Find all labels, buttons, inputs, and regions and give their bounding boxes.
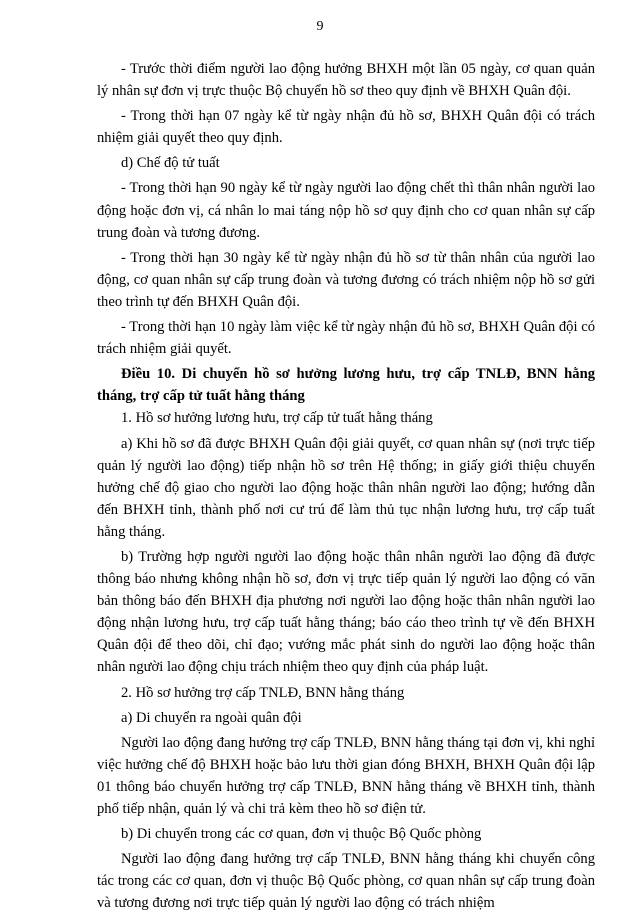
paragraph: - Trong thời hạn 90 ngày kể từ ngày người lao động chết thì thân nhân người lao động hoặc đơn vị, cá nhân lo mai táng nộp hồ sơ quy định cho cơ quan nhân sự cấp trung đoàn và tương đương. <box>97 180 595 241</box>
paragraph: Người lao động đang hưởng trợ cấp TNLĐ, BNN hằng tháng tại đơn vị, khi nghỉ việc hưởng chế độ BHXH hoặc bảo lưu thời gian đóng BHXH, BHXH Quân đội lập 01 thông báo chuyển hưởng trợ cấp TNLĐ, BNN hằng tháng về BHXH tỉnh, thành phố tiếp nhận, quản lý và chi trả kèm theo hồ sơ điện tử. <box>97 734 595 817</box>
subsection-heading: b) Di chuyển trong các cơ quan, đơn vị thuộc Bộ Quốc phòng <box>121 826 482 843</box>
paragraph: - Trong thời hạn 07 ngày kể từ ngày nhận đủ hồ sơ, BHXH Quân đội có trách nhiệm giải quyết theo quy định. <box>97 108 595 147</box>
paragraph: Người lao động đang hưởng trợ cấp TNLĐ, BNN hằng tháng khi chuyển công tác trong các cơ quan, đơn vị thuộc Bộ Quốc phòng, cơ quan nhân sự cấp trung đoàn và tương đương nơi trực tiếp quản lý người lao động có trách nhiệm <box>97 851 595 912</box>
article-heading: Điều 10. Di chuyển hồ sơ hưởng lương hưu, trợ cấp TNLĐ, BNN hằng tháng, trợ cấp tử tuất hằng tháng <box>97 366 595 405</box>
subsection-heading: a) Di chuyển ra ngoài quân đội <box>121 709 302 726</box>
paragraph: - Trong thời hạn 10 ngày làm việc kể từ ngày nhận đủ hồ sơ, BHXH Quân đội có trách nhiệm giải quyết. <box>97 319 595 358</box>
section-heading: 1. Hồ sơ hưởng lương hưu, trợ cấp tử tuất hằng tháng <box>121 410 433 427</box>
subsection-heading: d) Chế độ tử tuất <box>121 155 220 172</box>
document-body <box>97 58 595 917</box>
paragraph: b) Trường hợp người người lao động hoặc thân nhân người lao động đã được thông báo nhưng không nhận hồ sơ, đơn vị trực tiếp quản lý người lao động có văn bản thông báo đến BHXH địa phương nơi người lao động hoặc thân nhân người lao động nhận lương hưu, trợ cấp tuất hằng tháng; báo cáo theo trình tự về đến BHXH Quân đội để theo dõi, chỉ đạo; vướng mắc phát sinh do người lao động hoặc thân nhân người lao động chịu trách nhiệm theo quy định của pháp luật. <box>97 548 595 676</box>
paragraph: - Trong thời hạn 30 ngày kể từ ngày nhận đủ hồ sơ từ thân nhân của người lao động, cơ quan nhân sự cấp trung đoàn và tương đương có trách nhiệm nộp hồ sơ gửi theo trình tự đến BHXH Quân đội. <box>97 249 595 310</box>
section-heading: 2. Hồ sơ hưởng trợ cấp TNLĐ, BNN hằng tháng <box>121 684 405 701</box>
page-number: 9 <box>316 19 324 34</box>
paragraph: - Trước thời điểm người lao động hưởng BHXH một lần 05 ngày, cơ quan quản lý nhân sự đơn vị trực thuộc Bộ chuyển hồ sơ theo quy định về BHXH Quân đội. <box>97 61 595 100</box>
paragraph: a) Khi hồ sơ đã được BHXH Quân đội giải quyết, cơ quan nhân sự (nơi trực tiếp quản lý người lao động) tiếp nhận hồ sơ trên Hệ thống; in giấy giới thiệu chuyển hưởng chế độ giao cho người lao động hoặc thân nhân người lao động; hướng dẫn đến BHXH tỉnh, thành phố nơi cư trú để làm thủ tục nhận lương hưu, trợ cấp tuất hằng tháng. <box>97 435 595 540</box>
